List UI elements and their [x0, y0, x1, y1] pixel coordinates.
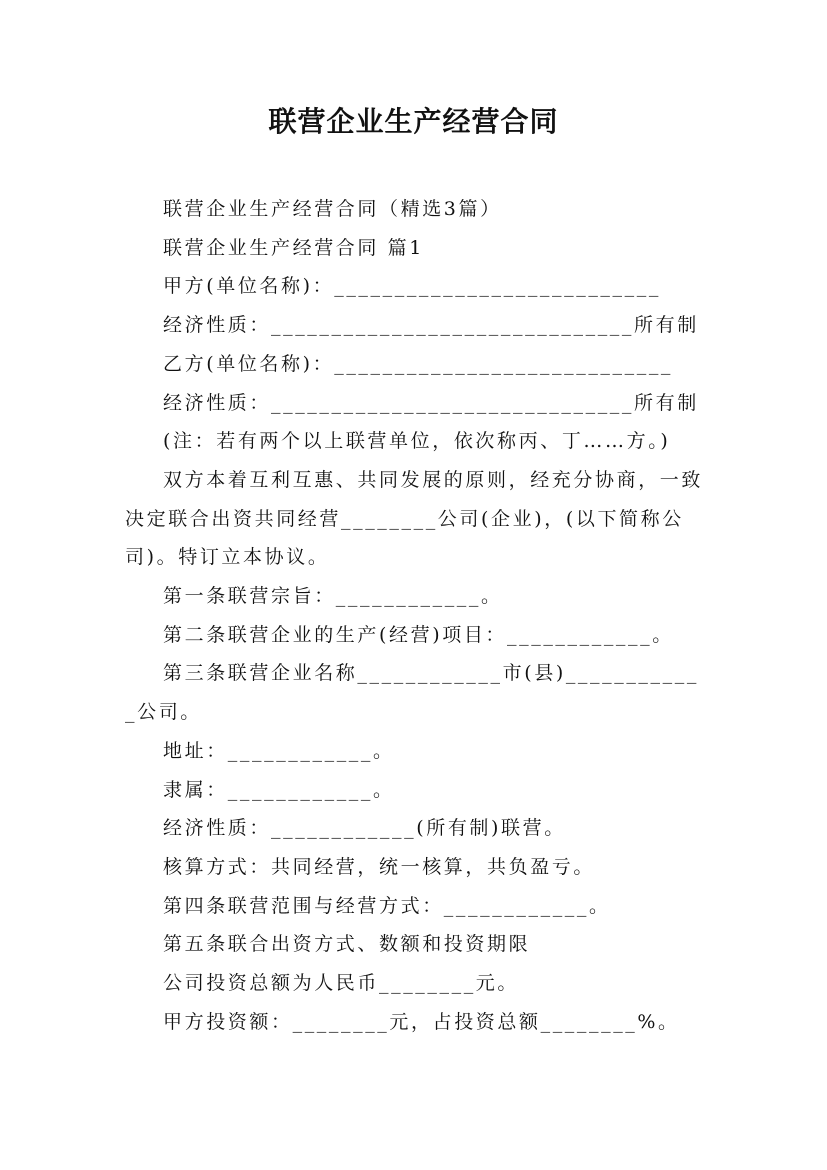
- paragraph-party-b-nature: 经济性质：______________________________所有制: [163, 391, 699, 414]
- paragraph-article-1: 第一条联营宗旨：____________。: [163, 585, 503, 608]
- paragraph-subtitle: 联营企业生产经营合同（精选3篇）: [163, 198, 502, 220]
- paragraph-party-b-name: 乙方(单位名称)：____________________________: [163, 352, 674, 375]
- paragraph-economic-nature: 经济性质：____________(所有制)联营。: [163, 817, 566, 840]
- paragraph-note: (注：若有两个以上联营单位，依次称丙、丁……方。): [163, 430, 671, 453]
- paragraph-address: 地址：____________。: [163, 739, 395, 762]
- paragraph-article-4: 第四条联营范围与经营方式：____________。: [163, 894, 611, 917]
- paragraph-affiliation: 隶属：____________。: [163, 778, 395, 801]
- paragraph-party-a-name: 甲方(单位名称)：___________________________: [163, 275, 661, 298]
- paragraph-party-a-investment: 甲方投资额：________元，占投资总额________%。: [163, 1010, 680, 1033]
- document-body: [125, 190, 710, 1041]
- paragraph-article-2: 第二条联营企业的生产(经营)项目：____________。: [163, 623, 674, 646]
- paragraph-preamble: 双方本着互利互惠、共同发展的原则，经充分协商，一致决定联合出资共同经营________公司(企业)，(以下简称公司)。特订立本协议。: [125, 468, 704, 569]
- paragraph-article-3: 第三条联营企业名称____________市(县)____________公司。: [125, 662, 699, 724]
- paragraph-party-a-nature: 经济性质：______________________________所有制: [163, 314, 699, 337]
- paragraph-section-heading: 联营企业生产经营合同 篇1: [163, 236, 424, 259]
- paragraph-accounting: 核算方式：共同经营，统一核算，共负盈亏。: [163, 855, 596, 878]
- document-title: 联营企业生产经营合同: [268, 105, 559, 138]
- paragraph-total-investment: 公司投资总额为人民币________元。: [163, 972, 520, 995]
- paragraph-article-5: 第五条联合出资方式、数额和投资期限: [163, 933, 531, 956]
